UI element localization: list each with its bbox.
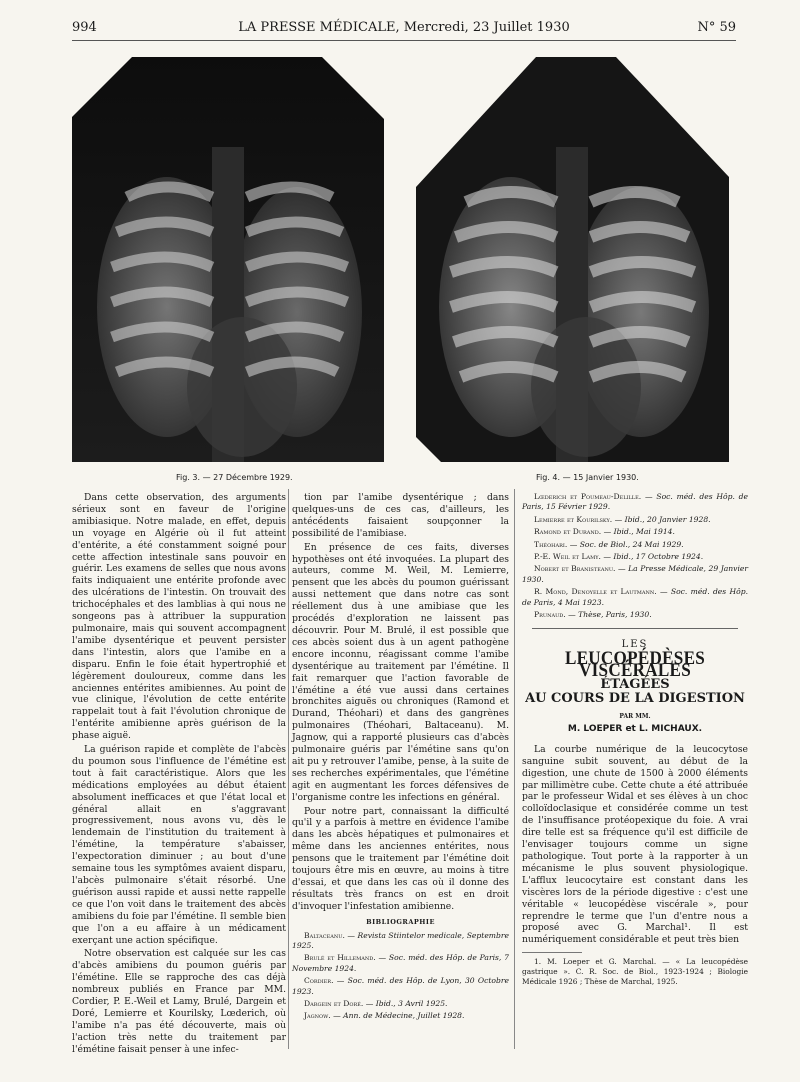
paragraph: En présence de ces faits, diverses hypothèses ont été invoquées. La plupart des auteurs, comme M. Weil, M. Lemierre, pensent que les abcès du poumon guérissant aussi nettement que dans notre cas sont réellement dus à une amibiase que les procédés d'exploration ne laissent pas découvrir. Pour M. Brulé, il est possible que ces abcès soient dus à un agent pathogène encore inconnu, réagissant comme l'amibe dysentérique au traitement par l'émétine. Il fait remarquer que l'action favorable de l'émétine a été vue aussi dans certaines bronchites aiguës ou chroniques (Ramond et Durand, Théohari) et dans des gangrènes pulmonaires (Théohari, Baltaceanu). M. Jagnow, qui a rapporté plusieurs cas d'abcès pulmonaire guéris par l'émétine sans qu'on ait pu y retrouver l'amibe, pense, à la suite de ses recherches expérimentales, que l'émétine agit en augmentant les forces défensives de l'organisme contre les infections en général. [292,541,509,803]
footnote-rule [522,952,582,953]
reference-source: — Ibid., 17 Octobre 1924. [600,552,704,562]
article-body: La courbe numérique de la leucocytose sanguine subit souvent, au début de la digestion, une chute de 1500 à 2000 éléments par millimètre cube. Cette chute a été attribuée par le professeur Widal et ses élèves à un choc colloïdoclasique et considérée comme un test de l'insuffisance protéopexique du foie. A vrai dire telle est sa fréquence qu'il est difficile de l'envisager toujours comme un signe pathologique. Tout porte à la rapporter à un mécanisme le plus souvent physiologique. L'afflux leucocytaire est constant dans les viscères lors de la période digestive : c'est une véritable « leucopédèse viscérale », pour reprendre le terme que l'un d'entre nous a proposé avec G. Marchal¹. Il est numériquement considérable et peut très bien [522,743,748,946]
text-column-3 [522,492,748,989]
reference-source: — Soc. méd. des Hôp. de Paris, 7 Novembre 1924. [292,953,510,973]
article-par: PAR MM. [619,713,651,720]
bibliography-title: BIBLIOGRAPHIE [366,917,435,926]
figure-4-caption: Fig. 4. — 15 Janvier 1930. [536,473,639,482]
reference-author: Baltaceanu. [304,930,345,940]
reference-author: Lœderich et Poumeau-Delille. [534,492,642,501]
figure-3-caption: Fig. 3. — 27 Décembre 1929. [176,473,293,482]
reference-author: Cordier. [304,976,334,986]
reference-item [522,587,748,608]
page-number: 994 [72,20,97,35]
reference-source: — Soc. méd. des Hôp. de Paris, 4 Mai 1923. [522,587,748,607]
reference-source: — Soc. de Biol., 24 Mai 1929. [567,539,684,549]
page-header [72,20,736,41]
reference-author: Jagnow. [304,1011,331,1021]
article-subtitle: ÉTAGÉES [600,677,670,693]
reference-author: Dargein et Doré. [304,999,364,1009]
reference-item [292,1011,509,1021]
reference-item [522,610,748,620]
article-kicker: LES [621,639,649,651]
column-rule [514,489,515,1049]
reference-item [522,564,748,585]
reference-item [522,515,748,525]
reference-item [522,540,748,550]
reference-author: Lemierre et Kourilsky. [534,514,613,524]
paragraph: Pour notre part, connaissant la difficulté qu'il y a parfois à mettre en évidence l'amibe dans les abcès hépatiques et pulmonaires et même dans les anciennes entérites, nous pensons que le traitement par l'émétine doit toujours être mis en œuvre, au moins à titre d'essai, et que dans les cas où il donne des résultats très francs on est en droit d'invoquer l'infestation amibienne. [292,805,509,912]
reference-source: — La Presse Médicale, 29 Janvier 1930. [522,564,748,584]
text-column-1 [72,492,286,1058]
reference-item [292,931,509,952]
reference-item [292,953,509,974]
reference-item [522,492,748,513]
reference-item [292,976,509,997]
reference-author: Prunaud. [534,610,566,620]
paragraph: tion par l'amibe dysentérique ; dans quelques-uns de ces cas, d'ailleurs, les antécédents faisaient soupçonner la possibilité de l'amibiase. [292,492,509,539]
reference-source: — Ibid., 20 Janvier 1928. [612,514,711,524]
reference-source: — Thèse, Paris, 1930. [565,610,652,620]
issue-number: N° 59 [697,20,736,35]
footnote: 1. M. Loeper et G. Marchal. — « La leucopédèse gastrique ». C. R. Soc. de Biol., 1923-1924 ; Biologie Médicale 1926 ; Thèse de Marchal, 1925. [522,957,748,987]
section-divider [532,628,738,629]
paragraph: Notre observation est calquée sur les cas d'abcès amibiens du poumon guéris par l'émétine. Elle se rapproche des cas déjà nombreux publiés en France par MM. Cordier, P. E.-Weil et Lamy, Brulé, Dargein et Doré, Lemierre et Kourilsky, Lœderich, où l'amibe n'a pas été découverte, mais où l'action très nette du traitement par l'émétine faisait penser à une infec- [72,948,286,1055]
reference-source: — Soc. méd. des Hôp. de Lyon, 30 Octobre 1923. [292,976,509,996]
article-subtitle: AU COURS DE LA DIGESTION [525,691,745,707]
article-title: LEUCOPÉDÈSES VISCÉRALES [564,648,706,682]
reference-author: P.-E. Weil et Lamy. [534,552,601,562]
reference-author: Brulé et Hillemand. [304,953,376,963]
paragraph: La guérison rapide et complète de l'abcès du poumon sous l'influence de l'émétine est tout à fait caractéristique. Alors que les médications employées au début étaient absolument inefficaces et que l'état local et général allait en s'aggravant progressivement, nous avons vu, dès le lendemain de l'institution du traitement à l'émétine, la température s'abaisser, l'expectoration diminuer ; au bout d'une semaine tous les symptômes avaient disparu, l'abcès pulmonaire s'était résorbé. Une guérison aussi rapide et aussi nette rappelle ce que l'on voit dans le traitement des abcès amibiens du foie par l'émétine. Il semble bien que l'on a eu affaire à un médicament exerçant une action spécifique. [72,744,286,946]
paragraph: Dans cette observation, des arguments sérieux sont en faveur de l'origine amibiasique. Notre malade, en effet, depuis un voyage en Algérie où il fut atteint d'entérite, a été constamment soigné pour cette affection intestinale sans pouvoir en guérir. Les examens de selles que nous avons faits indiquaient une entérite profonde avec des ulcérations de l'intestin. On trouvait des trichocéphales et des lamblias à qui nous ne songeons pas à attribuer la suppuration pulmonaire, mais qui souvent accompagnent l'amibe dysentérique et peuvent persister dans l'intestin, alors que l'amibe en a disparu. Enfin le foie était hypertrophié et légèrement douloureux, comme dans les anciennes entérites amibiennes. Au point de vue clinique, l'évolution de cette entérite rappelait tout à fait l'évolution chronique de l'entérite amibienne après guérison de la phase aiguë. [72,492,286,742]
figure-4-xray-image [416,57,729,462]
reference-item [522,552,748,562]
reference-source: — Revista Stiintelor medicale, Septembre 1925. [292,930,509,951]
figure-3-xray-image [72,57,384,462]
reference-source: — Ann. de Médecine, Juillet 1928. [330,1011,465,1021]
reference-author: Nobert et Branisteanu. [534,564,616,574]
reference-author: R. Mond, Denoyelle et Lautmann. [534,587,657,597]
reference-author: Théohari. [534,539,568,549]
reference-item [292,999,509,1009]
reference-source: — Soc. méd. des Hôp. de Paris, 15 Février 1929. [522,492,748,512]
reference-source: — Ibid., Mai 1914. [601,527,675,537]
text-column-2 [292,492,509,1024]
reference-author: Ramond et Durand. [534,527,602,537]
column-rule [288,489,289,1049]
journal-title: LA PRESSE MÉDICALE, Mercredi, 23 Juillet 1930 [238,20,570,35]
article-authors: M. LOEPER et L. MICHAUX. [567,723,703,734]
reference-item [522,527,748,537]
reference-source: — Ibid., 3 Avril 1925. [363,999,448,1009]
